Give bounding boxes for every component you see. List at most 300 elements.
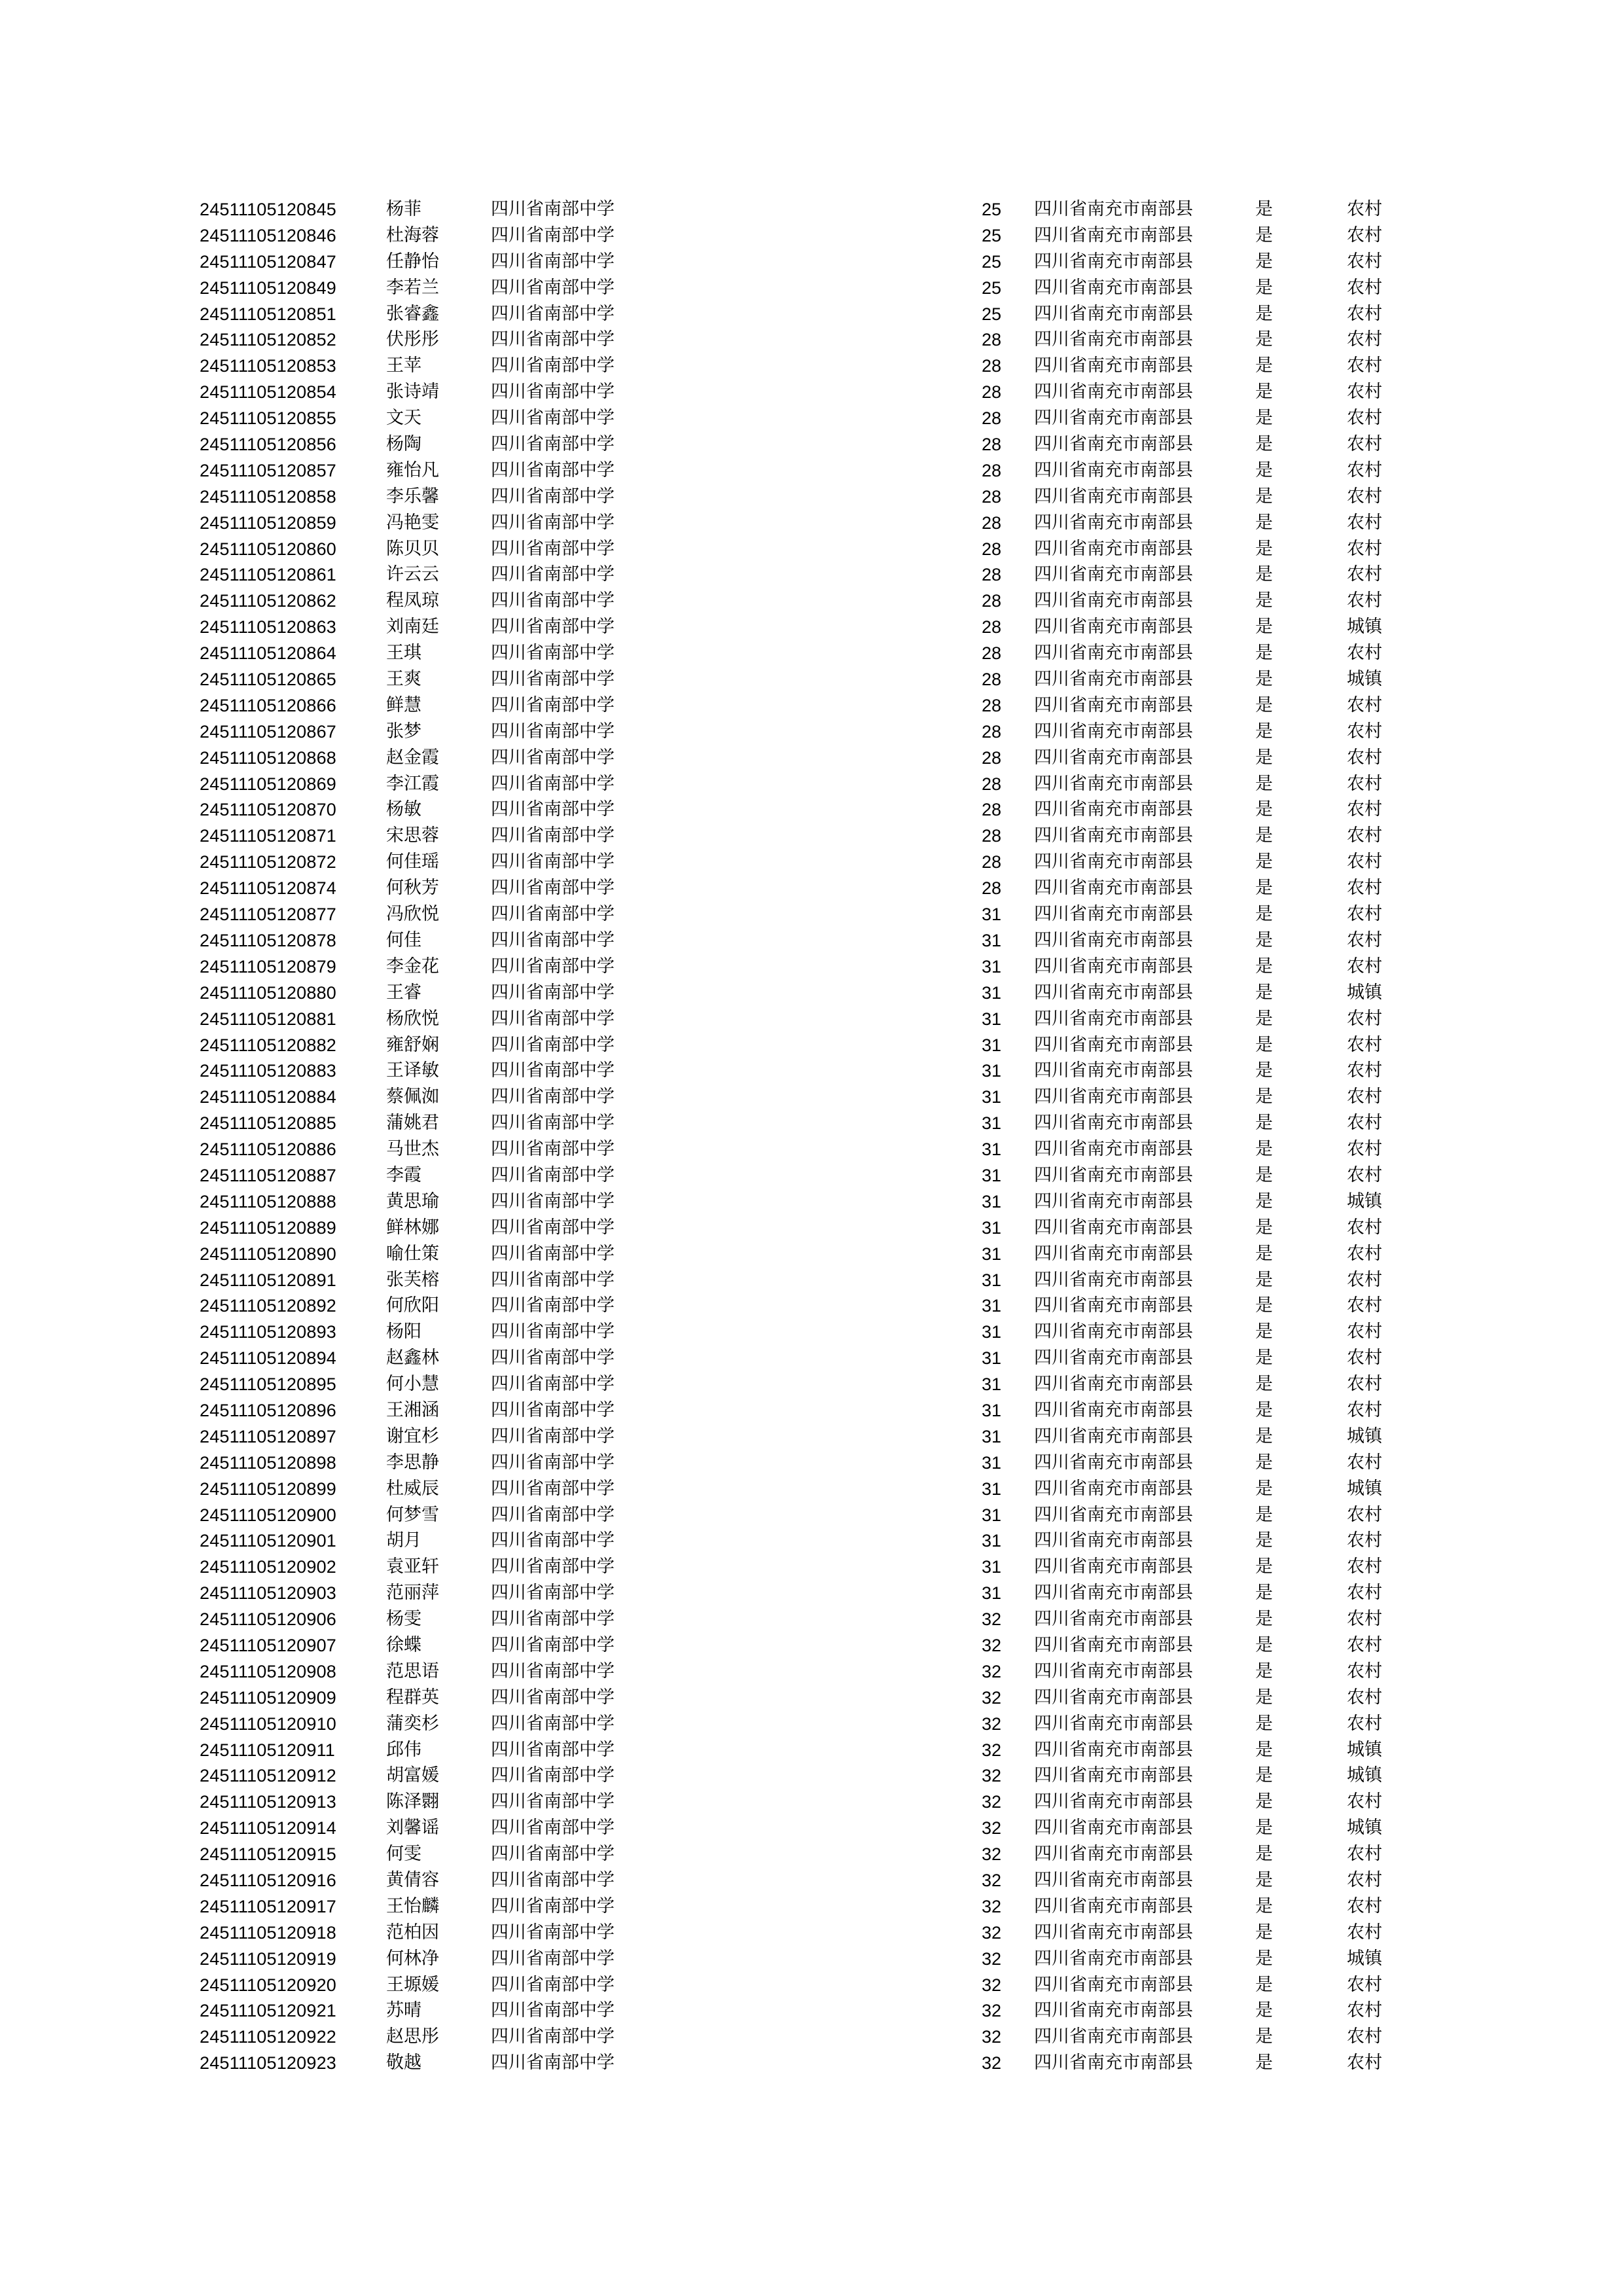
- student-name-cell: 雍怡凡: [386, 459, 439, 480]
- region-cell: 四川省南充市南部县: [1034, 2053, 1193, 2073]
- student-name-cell: 蒲奕杉: [386, 1713, 439, 1734]
- school-cell: 四川省南部中学: [491, 1139, 615, 1160]
- school-cell: 四川省南部中学: [491, 1008, 615, 1029]
- score-cell: 31: [981, 1165, 1001, 1185]
- score-cell: 28: [981, 591, 1001, 611]
- region-cell: 四川省南充市南部县: [1034, 355, 1193, 376]
- region-cell: 四川省南充市南部县: [1034, 1008, 1193, 1029]
- score-cell: 28: [981, 408, 1001, 429]
- exam-number-cell: 24511105120891: [200, 1270, 337, 1290]
- score-cell: 31: [981, 982, 1001, 1003]
- table-row: [0, 1998, 1623, 2024]
- flag-cell: 是: [1255, 799, 1273, 820]
- flag-cell: 是: [1255, 590, 1273, 611]
- region-cell: 四川省南充市南部县: [1034, 747, 1193, 768]
- school-cell: 四川省南部中学: [491, 2026, 615, 2047]
- score-cell: 32: [981, 1766, 1001, 1786]
- region-cell: 四川省南充市南部县: [1034, 1634, 1193, 1655]
- score-cell: 28: [981, 695, 1001, 715]
- score-cell: 25: [981, 200, 1001, 219]
- table-row: [0, 614, 1623, 640]
- region-cell: 四川省南充市南部县: [1034, 721, 1193, 742]
- residence-type-cell: 农村: [1347, 825, 1382, 846]
- residence-type-cell: 农村: [1347, 643, 1382, 664]
- table-row: [0, 1972, 1623, 1998]
- exam-number-cell: 24511105120923: [200, 2053, 337, 2073]
- flag-cell: 是: [1255, 1217, 1273, 1238]
- table-row: [0, 980, 1623, 1006]
- flag-cell: 是: [1255, 1609, 1273, 1630]
- score-cell: 28: [981, 486, 1001, 507]
- flag-cell: 是: [1255, 329, 1273, 350]
- student-name-cell: 程群英: [386, 1687, 439, 1708]
- school-cell: 四川省南部中学: [491, 1399, 615, 1420]
- exam-number-cell: 24511105120857: [200, 460, 337, 480]
- score-cell: 31: [981, 1374, 1001, 1395]
- school-cell: 四川省南部中学: [491, 538, 615, 559]
- exam-number-cell: 24511105120871: [200, 826, 337, 846]
- region-cell: 四川省南充市南部县: [1034, 1530, 1193, 1551]
- exam-number-cell: 24511105120895: [200, 1374, 337, 1395]
- student-name-cell: 李金花: [386, 956, 439, 977]
- residence-type-cell: 农村: [1347, 538, 1382, 559]
- student-name-cell: 李江霞: [386, 773, 439, 794]
- student-name-cell: 袁亚轩: [386, 1556, 439, 1577]
- score-cell: 32: [981, 2027, 1001, 2047]
- school-cell: 四川省南部中学: [491, 1870, 615, 1890]
- flag-cell: 是: [1255, 1164, 1273, 1185]
- flag-cell: 是: [1255, 825, 1273, 846]
- student-name-cell: 杨菲: [386, 199, 421, 219]
- score-cell: 31: [981, 1270, 1001, 1290]
- score-cell: 31: [981, 956, 1001, 977]
- flag-cell: 是: [1255, 224, 1273, 245]
- score-cell: 31: [981, 1583, 1001, 1604]
- student-name-cell: 范思语: [386, 1660, 439, 1681]
- residence-type-cell: 农村: [1347, 904, 1382, 925]
- exam-number-cell: 24511105120862: [200, 591, 337, 611]
- region-cell: 四川省南充市南部县: [1034, 1321, 1193, 1342]
- score-cell: 31: [981, 1452, 1001, 1473]
- student-name-cell: 王苹: [386, 355, 421, 376]
- table-row: [0, 745, 1623, 771]
- residence-type-cell: 农村: [1347, 1139, 1382, 1160]
- flag-cell: 是: [1255, 852, 1273, 872]
- school-cell: 四川省南部中学: [491, 434, 615, 455]
- score-cell: 28: [981, 460, 1001, 480]
- residence-type-cell: 农村: [1347, 1008, 1382, 1029]
- exam-number-cell: 24511105120854: [200, 382, 337, 403]
- student-name-cell: 杨欣悦: [386, 1008, 439, 1029]
- student-name-cell: 文天: [386, 408, 421, 429]
- residence-type-cell: 农村: [1347, 1504, 1382, 1525]
- exam-number-cell: 24511105120890: [200, 1244, 337, 1264]
- student-name-cell: 范柏因: [386, 1922, 439, 1943]
- residence-type-cell: 农村: [1347, 329, 1382, 350]
- student-name-cell: 刘南廷: [386, 617, 439, 637]
- table-row: [0, 379, 1623, 405]
- flag-cell: 是: [1255, 1191, 1273, 1211]
- student-name-cell: 冯欣悦: [386, 904, 439, 925]
- exam-number-cell: 24511105120861: [200, 565, 337, 585]
- school-cell: 四川省南部中学: [491, 251, 615, 272]
- exam-number-cell: 24511105120849: [200, 278, 337, 298]
- score-cell: 28: [981, 330, 1001, 350]
- school-cell: 四川省南部中学: [491, 1895, 615, 1916]
- flag-cell: 是: [1255, 1713, 1273, 1734]
- school-cell: 四川省南部中学: [491, 617, 615, 637]
- flag-cell: 是: [1255, 773, 1273, 794]
- exam-number-cell: 24511105120845: [200, 200, 337, 219]
- student-name-cell: 王睿: [386, 982, 421, 1003]
- residence-type-cell: 农村: [1347, 590, 1382, 611]
- score-cell: 31: [981, 1348, 1001, 1369]
- student-name-cell: 许云云: [386, 564, 439, 585]
- residence-type-cell: 农村: [1347, 408, 1382, 429]
- table-row: [0, 1319, 1623, 1345]
- exam-number-cell: 24511105120851: [200, 304, 337, 324]
- score-cell: 31: [981, 1087, 1001, 1107]
- residence-type-cell: 城镇: [1347, 1426, 1382, 1446]
- region-cell: 四川省南充市南部县: [1034, 956, 1193, 977]
- flag-cell: 是: [1255, 382, 1273, 403]
- flag-cell: 是: [1255, 1765, 1273, 1786]
- region-cell: 四川省南充市南部县: [1034, 799, 1193, 820]
- score-cell: 32: [981, 1661, 1001, 1681]
- exam-number-cell: 24511105120913: [200, 1792, 337, 1812]
- flag-cell: 是: [1255, 2026, 1273, 2047]
- region-cell: 四川省南充市南部县: [1034, 1217, 1193, 1238]
- school-cell: 四川省南部中学: [491, 643, 615, 664]
- flag-cell: 是: [1255, 564, 1273, 585]
- region-cell: 四川省南充市南部县: [1034, 538, 1193, 559]
- region-cell: 四川省南充市南部县: [1034, 669, 1193, 690]
- student-list-table: [0, 196, 1623, 2076]
- flag-cell: 是: [1255, 1008, 1273, 1029]
- region-cell: 四川省南充市南部县: [1034, 1034, 1193, 1055]
- score-cell: 31: [981, 1557, 1001, 1577]
- student-name-cell: 何佳瑶: [386, 852, 439, 872]
- residence-type-cell: 农村: [1347, 1452, 1382, 1473]
- flag-cell: 是: [1255, 1791, 1273, 1812]
- score-cell: 31: [981, 1191, 1001, 1211]
- exam-number-cell: 24511105120907: [200, 1635, 337, 1655]
- flag-cell: 是: [1255, 1086, 1273, 1107]
- school-cell: 四川省南部中学: [491, 982, 615, 1003]
- region-cell: 四川省南充市南部县: [1034, 1399, 1193, 1420]
- flag-cell: 是: [1255, 251, 1273, 272]
- exam-number-cell: 24511105120908: [200, 1661, 337, 1681]
- student-name-cell: 鲜林娜: [386, 1217, 439, 1238]
- region-cell: 四川省南充市南部县: [1034, 852, 1193, 872]
- table-row: [0, 1632, 1623, 1659]
- region-cell: 四川省南充市南部县: [1034, 2026, 1193, 2047]
- score-cell: 32: [981, 1896, 1001, 1916]
- flag-cell: 是: [1255, 538, 1273, 559]
- school-cell: 四川省南部中学: [491, 773, 615, 794]
- table-row: [0, 640, 1623, 666]
- exam-number-cell: 24511105120879: [200, 956, 337, 977]
- score-cell: 28: [981, 826, 1001, 846]
- residence-type-cell: 农村: [1347, 1269, 1382, 1290]
- school-cell: 四川省南部中学: [491, 694, 615, 715]
- table-row: [0, 1397, 1623, 1424]
- table-row: [0, 562, 1623, 588]
- flag-cell: 是: [1255, 1321, 1273, 1342]
- residence-type-cell: 农村: [1347, 878, 1382, 899]
- school-cell: 四川省南部中学: [491, 904, 615, 925]
- school-cell: 四川省南部中学: [491, 1269, 615, 1290]
- student-name-cell: 黄思瑜: [386, 1191, 439, 1211]
- score-cell: 31: [981, 1035, 1001, 1055]
- exam-number-cell: 24511105120922: [200, 2027, 337, 2047]
- score-cell: 25: [981, 278, 1001, 298]
- student-name-cell: 李霞: [386, 1164, 421, 1185]
- student-name-cell: 杨阳: [386, 1321, 421, 1342]
- score-cell: 31: [981, 1505, 1001, 1525]
- exam-number-cell: 24511105120915: [200, 1844, 337, 1865]
- exam-number-cell: 24511105120885: [200, 1113, 337, 1134]
- table-row: [0, 1110, 1623, 1136]
- residence-type-cell: 农村: [1347, 1844, 1382, 1865]
- student-name-cell: 敬越: [386, 2053, 421, 2073]
- region-cell: 四川省南充市南部县: [1034, 382, 1193, 403]
- student-name-cell: 何佳: [386, 929, 421, 950]
- residence-type-cell: 农村: [1347, 1243, 1382, 1264]
- residence-type-cell: 农村: [1347, 1321, 1382, 1342]
- residence-type-cell: 农村: [1347, 512, 1382, 533]
- region-cell: 四川省南充市南部县: [1034, 1948, 1193, 1969]
- student-name-cell: 王怡麟: [386, 1895, 439, 1916]
- region-cell: 四川省南充市南部县: [1034, 1113, 1193, 1134]
- table-row: [0, 1058, 1623, 1084]
- school-cell: 四川省南部中学: [491, 303, 615, 324]
- flag-cell: 是: [1255, 1634, 1273, 1655]
- residence-type-cell: 农村: [1347, 564, 1382, 585]
- score-cell: 32: [981, 1844, 1001, 1865]
- exam-number-cell: 24511105120898: [200, 1452, 337, 1473]
- exam-number-cell: 24511105120881: [200, 1009, 337, 1029]
- school-cell: 四川省南部中学: [491, 1791, 615, 1812]
- exam-number-cell: 24511105120916: [200, 1871, 337, 1890]
- flag-cell: 是: [1255, 1348, 1273, 1369]
- school-cell: 四川省南部中学: [491, 799, 615, 820]
- residence-type-cell: 农村: [1347, 1895, 1382, 1916]
- table-row: [0, 353, 1623, 379]
- school-cell: 四川省南部中学: [491, 1243, 615, 1264]
- school-cell: 四川省南部中学: [491, 1765, 615, 1786]
- flag-cell: 是: [1255, 1660, 1273, 1681]
- table-row: [0, 1502, 1623, 1528]
- residence-type-cell: 农村: [1347, 1086, 1382, 1107]
- student-name-cell: 李思静: [386, 1452, 439, 1473]
- score-cell: 32: [981, 1818, 1001, 1839]
- region-cell: 四川省南充市南部县: [1034, 904, 1193, 925]
- score-cell: 32: [981, 1713, 1001, 1734]
- region-cell: 四川省南充市南部县: [1034, 251, 1193, 272]
- table-row: [0, 823, 1623, 849]
- score-cell: 25: [981, 225, 1001, 245]
- flag-cell: 是: [1255, 486, 1273, 507]
- exam-number-cell: 24511105120889: [200, 1217, 337, 1238]
- table-row: [0, 1946, 1623, 1972]
- score-cell: 31: [981, 1009, 1001, 1029]
- score-cell: 31: [981, 1400, 1001, 1420]
- score-cell: 31: [981, 1113, 1001, 1134]
- table-row: [0, 1189, 1623, 1215]
- region-cell: 四川省南充市南部县: [1034, 1295, 1193, 1316]
- school-cell: 四川省南部中学: [491, 878, 615, 899]
- region-cell: 四川省南充市南部县: [1034, 564, 1193, 585]
- region-cell: 四川省南充市南部县: [1034, 1818, 1193, 1839]
- flag-cell: 是: [1255, 1870, 1273, 1890]
- exam-number-cell: 24511105120868: [200, 747, 337, 768]
- residence-type-cell: 城镇: [1347, 1739, 1382, 1760]
- residence-type-cell: 农村: [1347, 799, 1382, 820]
- student-name-cell: 何梦雪: [386, 1504, 439, 1525]
- exam-number-cell: 24511105120883: [200, 1061, 337, 1081]
- score-cell: 28: [981, 356, 1001, 376]
- residence-type-cell: 农村: [1347, 1583, 1382, 1604]
- exam-number-cell: 24511105120888: [200, 1191, 337, 1211]
- school-cell: 四川省南部中学: [491, 669, 615, 690]
- flag-cell: 是: [1255, 956, 1273, 977]
- exam-number-cell: 24511105120878: [200, 930, 337, 950]
- table-row: [0, 301, 1623, 327]
- exam-number-cell: 24511105120872: [200, 852, 337, 872]
- school-cell: 四川省南部中学: [491, 1504, 615, 1525]
- exam-number-cell: 24511105120919: [200, 1948, 337, 1969]
- residence-type-cell: 农村: [1347, 1556, 1382, 1577]
- residence-type-cell: 农村: [1347, 2026, 1382, 2047]
- table-row: [0, 1084, 1623, 1110]
- school-cell: 四川省南部中学: [491, 1374, 615, 1395]
- table-row: [0, 484, 1623, 510]
- table-row: [0, 927, 1623, 954]
- table-row: [0, 1841, 1623, 1867]
- residence-type-cell: 城镇: [1347, 1191, 1382, 1211]
- residence-type-cell: 农村: [1347, 1164, 1382, 1185]
- residence-type-cell: 农村: [1347, 852, 1382, 872]
- region-cell: 四川省南充市南部县: [1034, 1452, 1193, 1473]
- exam-number-cell: 24511105120869: [200, 774, 337, 794]
- flag-cell: 是: [1255, 1113, 1273, 1134]
- region-cell: 四川省南充市南部县: [1034, 1583, 1193, 1604]
- school-cell: 四川省南部中学: [491, 1660, 615, 1681]
- region-cell: 四川省南充市南部县: [1034, 643, 1193, 664]
- score-cell: 32: [981, 2053, 1001, 2073]
- score-cell: 28: [981, 565, 1001, 585]
- school-cell: 四川省南部中学: [491, 1321, 615, 1342]
- residence-type-cell: 农村: [1347, 2053, 1382, 2073]
- table-row: [0, 1580, 1623, 1606]
- table-row: [0, 457, 1623, 484]
- exam-number-cell: 24511105120874: [200, 878, 337, 899]
- student-name-cell: 杜威辰: [386, 1478, 439, 1499]
- student-name-cell: 蔡佩洳: [386, 1086, 439, 1107]
- table-row: [0, 2024, 1623, 2050]
- student-name-cell: 宋思蓉: [386, 825, 439, 846]
- school-cell: 四川省南部中学: [491, 224, 615, 245]
- table-row: [0, 954, 1623, 980]
- residence-type-cell: 农村: [1347, 1687, 1382, 1708]
- flag-cell: 是: [1255, 2053, 1273, 2073]
- residence-type-cell: 农村: [1347, 1974, 1382, 1995]
- flag-cell: 是: [1255, 1583, 1273, 1604]
- flag-cell: 是: [1255, 904, 1273, 925]
- region-cell: 四川省南充市南部县: [1034, 1791, 1193, 1812]
- student-name-cell: 何雯: [386, 1844, 421, 1865]
- table-row: [0, 1685, 1623, 1711]
- table-row: [0, 1136, 1623, 1162]
- residence-type-cell: 农村: [1347, 459, 1382, 480]
- score-cell: 31: [981, 1217, 1001, 1238]
- region-cell: 四川省南充市南部县: [1034, 773, 1193, 794]
- score-cell: 31: [981, 1322, 1001, 1342]
- exam-number-cell: 24511105120858: [200, 486, 337, 507]
- exam-number-cell: 24511105120860: [200, 539, 337, 559]
- residence-type-cell: 城镇: [1347, 1765, 1382, 1786]
- table-row: [0, 849, 1623, 875]
- score-cell: 31: [981, 1479, 1001, 1499]
- school-cell: 四川省南部中学: [491, 459, 615, 480]
- school-cell: 四川省南部中学: [491, 1086, 615, 1107]
- table-row: [0, 249, 1623, 275]
- exam-number-cell: 24511105120892: [200, 1296, 337, 1316]
- flag-cell: 是: [1255, 1687, 1273, 1708]
- exam-number-cell: 24511105120859: [200, 512, 337, 533]
- residence-type-cell: 农村: [1347, 1791, 1382, 1812]
- school-cell: 四川省南部中学: [491, 1713, 615, 1734]
- flag-cell: 是: [1255, 1295, 1273, 1316]
- exam-number-cell: 24511105120910: [200, 1713, 337, 1734]
- score-cell: 32: [981, 1792, 1001, 1812]
- student-name-cell: 胡月: [386, 1530, 421, 1551]
- flag-cell: 是: [1255, 1243, 1273, 1264]
- score-cell: 31: [981, 930, 1001, 950]
- flag-cell: 是: [1255, 434, 1273, 455]
- exam-number-cell: 24511105120867: [200, 721, 337, 742]
- region-cell: 四川省南充市南部县: [1034, 277, 1193, 298]
- exam-number-cell: 24511105120887: [200, 1165, 337, 1185]
- table-row: [0, 1450, 1623, 1476]
- student-name-cell: 赵思彤: [386, 2026, 439, 2047]
- residence-type-cell: 农村: [1347, 382, 1382, 403]
- student-name-cell: 王爽: [386, 669, 421, 690]
- flag-cell: 是: [1255, 929, 1273, 950]
- school-cell: 四川省南部中学: [491, 1530, 615, 1551]
- flag-cell: 是: [1255, 1922, 1273, 1943]
- flag-cell: 是: [1255, 1974, 1273, 1995]
- region-cell: 四川省南充市南部县: [1034, 199, 1193, 219]
- region-cell: 四川省南充市南部县: [1034, 486, 1193, 507]
- student-name-cell: 黄倩容: [386, 1870, 439, 1890]
- residence-type-cell: 农村: [1347, 1870, 1382, 1890]
- school-cell: 四川省南部中学: [491, 1452, 615, 1473]
- exam-number-cell: 24511105120884: [200, 1087, 337, 1107]
- residence-type-cell: 农村: [1347, 2000, 1382, 2021]
- school-cell: 四川省南部中学: [491, 1348, 615, 1369]
- table-row: [0, 1424, 1623, 1450]
- residence-type-cell: 农村: [1347, 1922, 1382, 1943]
- residence-type-cell: 城镇: [1347, 1948, 1382, 1969]
- exam-number-cell: 24511105120920: [200, 1975, 337, 1995]
- student-name-cell: 何欣阳: [386, 1295, 439, 1316]
- exam-number-cell: 24511105120893: [200, 1322, 337, 1342]
- exam-number-cell: 24511105120912: [200, 1766, 337, 1786]
- student-name-cell: 苏晴: [386, 2000, 421, 2021]
- residence-type-cell: 农村: [1347, 1609, 1382, 1630]
